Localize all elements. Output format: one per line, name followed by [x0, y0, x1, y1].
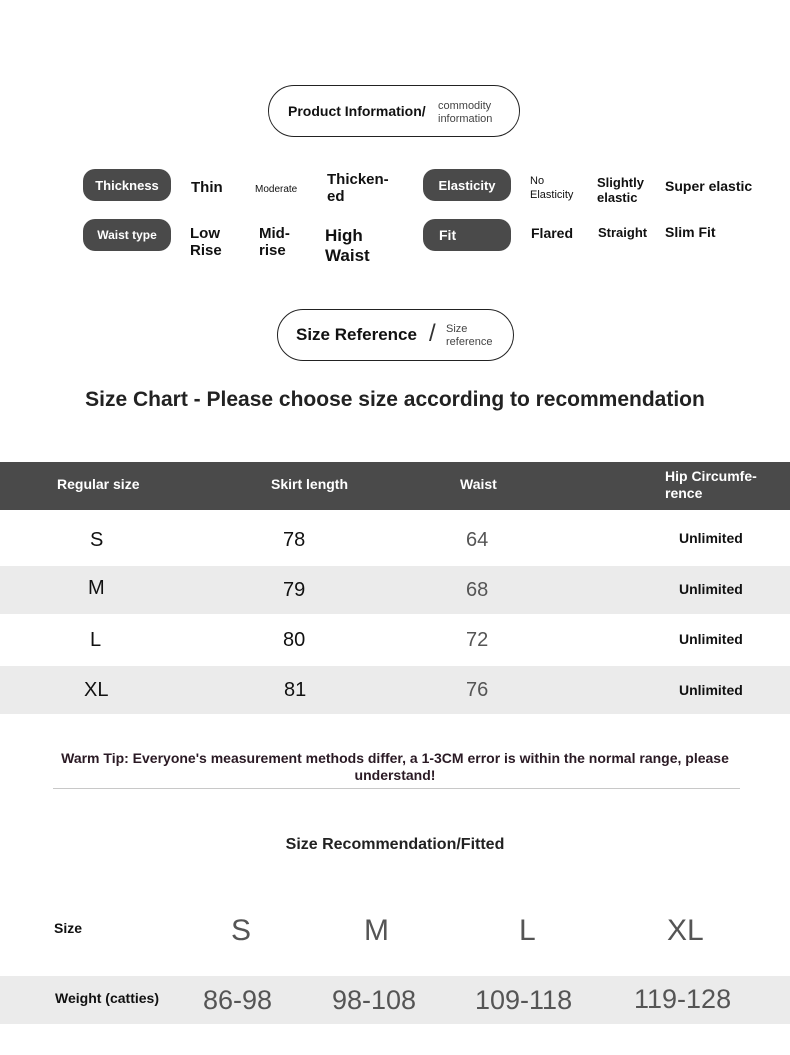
header-waist: Waist: [460, 476, 497, 492]
cell-skirt-length: 78: [283, 529, 306, 551]
table-row: [0, 614, 790, 666]
fit-label: Fit: [439, 227, 457, 243]
recommendation-size-m: M: [364, 914, 389, 947]
size-reference-header: [277, 309, 514, 361]
size-reference-slash: /: [429, 320, 436, 347]
warm-tip-line-1: Warm Tip: Everyone's measurement methods differ, a 1-3CM error is within the normal range, please: [61, 750, 729, 766]
thickness-option-moderate: Moderate: [255, 184, 298, 195]
table-row: [0, 566, 790, 614]
table-row: [0, 666, 790, 714]
warm-tip: [40, 750, 750, 784]
cell-size: L: [90, 629, 102, 651]
cell-skirt-length: 79: [283, 579, 306, 601]
cell-waist: 76: [466, 679, 489, 701]
thickness-tag: [83, 169, 171, 201]
cell-size: S: [90, 529, 104, 551]
thickness-label: Thickness: [95, 177, 159, 193]
weight-row: [0, 976, 790, 1024]
cell-hip: Unlimited: [679, 581, 743, 597]
product-info-title: Product Information/: [288, 103, 426, 119]
weight-s: 86-98: [203, 985, 273, 1015]
product-info-header: [268, 85, 520, 137]
recommendation-size-xl: XL: [667, 914, 704, 947]
header-hip-2: rence: [665, 485, 703, 501]
cell-hip: Unlimited: [679, 682, 743, 698]
recommendation-size-s: S: [231, 914, 252, 947]
waist-option-mid-2: rise: [259, 242, 286, 259]
thickness-option-thickened-2: ed: [327, 188, 345, 205]
waist-option-low-2: Rise: [190, 242, 222, 259]
cell-skirt-length: 80: [283, 629, 306, 651]
waist-type-label: Waist type: [97, 228, 157, 242]
fit-option-straight: Straight: [598, 225, 648, 240]
cell-waist: 68: [466, 579, 489, 601]
fit-option-flared: Flared: [531, 225, 574, 241]
weight-xl: 119-128: [634, 984, 732, 1014]
cell-hip: Unlimited: [679, 530, 743, 546]
weight-m: 98-108: [332, 985, 417, 1015]
header-regular-size: Regular size: [57, 476, 140, 492]
recommendation-title: Size Recommendation/Fitted: [285, 836, 505, 853]
size-chart-header: [0, 462, 790, 510]
waist-option-low-1: Low: [190, 225, 220, 242]
waist-option-high-1: High: [325, 226, 363, 245]
header-skirt-length: Skirt length: [271, 476, 349, 492]
size-reference-subtitle-1: Size: [446, 323, 468, 335]
elasticity-option-slightly-2: elastic: [597, 190, 638, 205]
elasticity-label: Elasticity: [438, 177, 496, 193]
weight-l: 109-118: [475, 985, 573, 1015]
size-reference-subtitle-2: reference: [446, 336, 493, 348]
fit-option-slim: Slim Fit: [665, 224, 716, 240]
elasticity-option-no-1: No: [530, 175, 545, 187]
cell-size: M: [88, 577, 105, 599]
elasticity-option-super: Super elastic: [665, 178, 753, 194]
product-info-subtitle-2: information: [438, 113, 493, 125]
fit-tag: [423, 219, 511, 251]
waist-option-high-2: Waist: [325, 246, 370, 265]
thickness-option-thin: Thin: [191, 179, 223, 196]
recommendation-size-l: L: [519, 914, 536, 947]
cell-waist: 64: [466, 529, 489, 551]
size-chart-title: Size Chart - Please choose size according to recommendation: [85, 388, 705, 411]
recommendation-size-label: Size: [54, 920, 83, 936]
cell-size: XL: [84, 679, 109, 701]
size-reference-title: Size Reference: [296, 325, 417, 344]
elasticity-tag: [423, 169, 511, 201]
elasticity-option-slightly-1: Slightly: [597, 175, 644, 190]
header-hip-1: Hip Circumfe-: [665, 468, 757, 484]
warm-tip-line-2: understand!: [354, 767, 436, 783]
cell-waist: 72: [466, 629, 489, 651]
cell-skirt-length: 81: [284, 679, 307, 701]
table-row: [0, 510, 790, 566]
thickness-option-thickened-1: Thicken-: [327, 171, 389, 188]
cell-hip: Unlimited: [679, 631, 743, 647]
divider: [53, 788, 740, 789]
waist-type-tag: [83, 219, 171, 251]
waist-option-mid-1: Mid-: [259, 225, 290, 242]
weight-label: Weight (catties): [55, 990, 159, 1006]
product-info-subtitle-1: commodity: [438, 100, 492, 112]
elasticity-option-no-2: Elasticity: [530, 189, 574, 201]
